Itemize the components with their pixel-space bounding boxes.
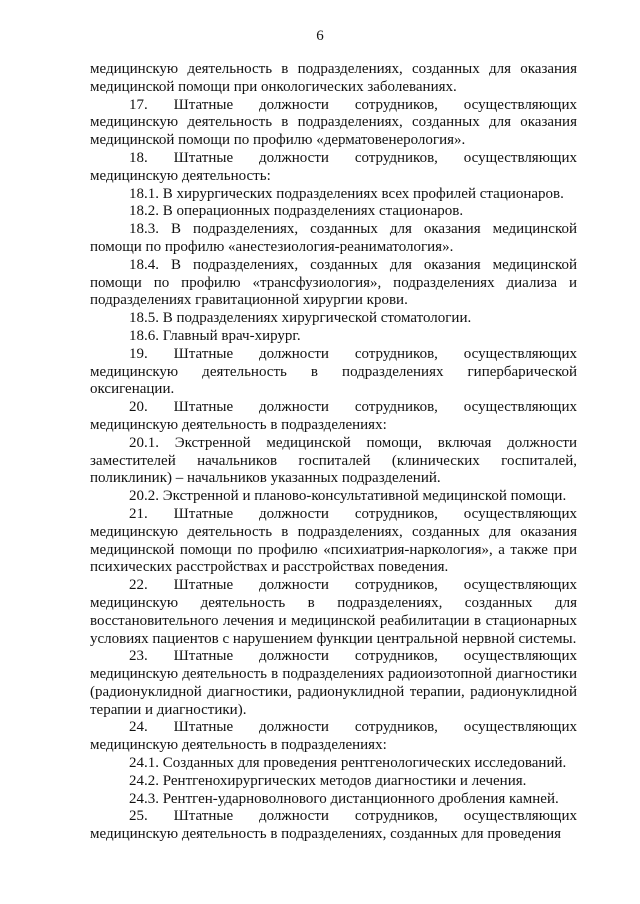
paragraph-item-24-1: 24.1. Созданных для проведения рентгенологических исследований. [129, 755, 567, 772]
paragraph-item-24-3: 24.3. Рентген-ударноволнового дистанционного дробления камней. [129, 790, 559, 807]
paragraph-item-18-2: 18.2. В операционных подразделениях стационаров. [129, 203, 464, 220]
paragraph-item-20: 20. Штатные должности сотрудников, осуществляющих медицинскую деятельность в подразделениях: [90, 399, 577, 433]
paragraph-item-23: 23. Штатные должности сотрудников, осуществляющих медицинскую деятельность в подразделениях радиоизотопной диагностики (радионуклидной диагностики, радионуклидной терапии, радионуклидной терапии и диагностики). [90, 648, 577, 718]
document-body [90, 61, 577, 844]
paragraph-item-21: 21. Штатные должности сотрудников, осуществляющих медицинскую деятельность в подразделениях, созданных для оказания медицинской помощи по профилю «психиатрия-наркология», а также при психических расстройствах и расстройствах поведения. [90, 505, 577, 576]
paragraph-item-22: 22. Штатные должности сотрудников, осуществляющих медицинскую деятельность в подразделениях, созданных для восстановительного лечения и медицинской реабилитации в стационарных условиях пациентов с нарушением функции центральной нервной системы. [90, 577, 577, 647]
paragraph-item-18-3: 18.3. В подразделениях, созданных для оказания медицинской помощи по профилю «анестезиология-реаниматология». [90, 221, 577, 255]
paragraph-item-18-1: 18.1. В хирургических подразделениях всех профилей стационаров. [129, 185, 564, 202]
paragraph-item-20-2: 20.2. Экстренной и планово-консультативной медицинской помощи. [129, 488, 567, 505]
paragraph-item-20-1: 20.1. Экстренной медицинской помощи, включая должности заместителей начальников госпиталей (клинических госпиталей, поликлиник) – начальников указанных подразделений. [90, 434, 577, 487]
paragraph-item-24: 24. Штатные должности сотрудников, осуществляющих медицинскую деятельность в подразделениях: [90, 719, 577, 754]
paragraph-continuation: медицинскую деятельность в подразделениях, созданных для оказания медицинской помощи при онкологических заболеваниях. [90, 61, 577, 95]
paragraph-item-17: 17. Штатные должности сотрудников, осуществляющих медицинскую деятельность в подразделениях, созданных для оказания медицинской помощи по профилю «дерматовенерология». [90, 96, 577, 149]
paragraph-item-18-6: 18.6. Главный врач-хирург. [129, 327, 301, 344]
paragraph-item-25: 25. Штатные должности сотрудников, осуществляющих медицинскую деятельность в подразделениях, созданных для проведения [90, 808, 577, 843]
paragraph-item-24-2: 24.2. Рентгенохирургических методов диагностики и лечения. [129, 772, 527, 789]
paragraph-item-18-5: 18.5. В подразделениях хирургической стоматологии. [129, 310, 472, 327]
paragraph-item-18: 18. Штатные должности сотрудников, осуществляющих медицинскую деятельность: [90, 149, 577, 184]
paragraph-item-19: 19. Штатные должности сотрудников, осуществляющих медицинскую деятельность в подразделениях гипербарической оксигенации. [90, 345, 577, 398]
page-number: 6 [316, 28, 324, 44]
paragraph-item-18-4: 18.4. В подразделениях, созданных для оказания медицинской помощи по профилю «трансфузиология», подразделениях диализа и подразделениях гравитационной хирургии крови. [90, 256, 577, 309]
